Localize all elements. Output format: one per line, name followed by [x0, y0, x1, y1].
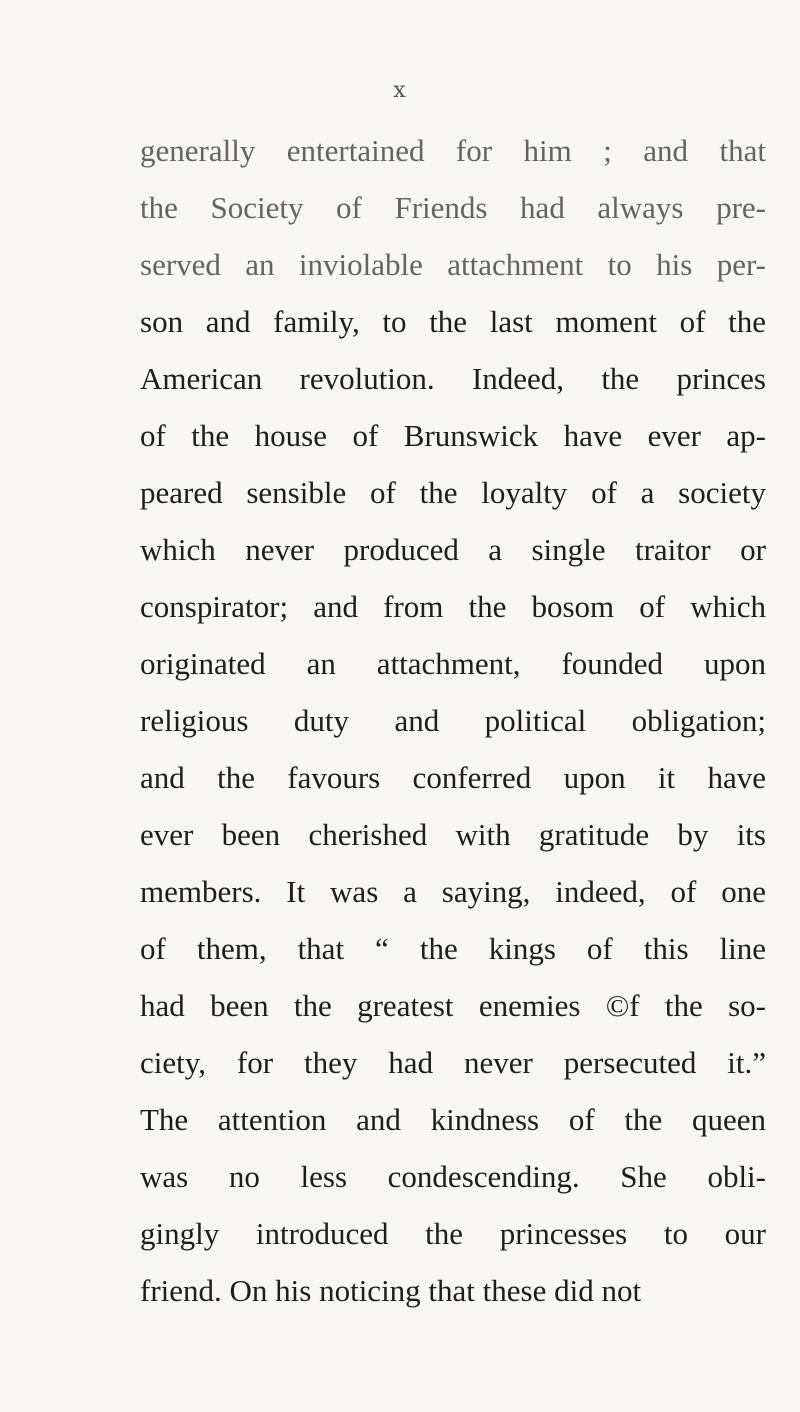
text-line: had been the greatest enemies ©f the so-: [140, 988, 766, 1023]
text-line: originated an attachment, founded upon: [140, 646, 766, 681]
text-line: American revolution. Indeed, the princes: [140, 361, 766, 396]
text-line: The attention and kindness of the queen: [140, 1102, 766, 1137]
text-line: ever been cherished with gratitude by its: [140, 817, 766, 852]
text-line: son and family, to the last moment of the: [140, 304, 766, 339]
page-number: x: [393, 78, 407, 103]
text-line: peared sensible of the loyalty of a society: [140, 475, 766, 510]
text-line: was no less condescending. She obli-: [140, 1159, 766, 1194]
text-line: of the house of Brunswick have ever ap-: [140, 418, 766, 453]
text-line: friend. On his noticing that these did not: [140, 1273, 642, 1308]
text-line: gingly introduced the princesses to our: [140, 1216, 766, 1251]
text-line: the Society of Friends had always pre-: [140, 190, 766, 225]
text-line: members. It was a saying, indeed, of one: [140, 874, 766, 909]
text-line: which never produced a single traitor or: [140, 532, 766, 567]
text-line: conspirator; and from the bosom of which: [140, 589, 766, 624]
text-line: religious duty and political obligation;: [140, 703, 766, 738]
body-text: [140, 122, 766, 1319]
text-line: of them, that “ the kings of this line: [140, 931, 766, 966]
text-line: generally entertained for him ; and that: [140, 133, 766, 168]
text-line: served an inviolable attachment to his per-: [140, 247, 766, 282]
text-line: ciety, for they had never persecuted it.”: [140, 1045, 766, 1080]
text-line: and the favours conferred upon it have: [140, 760, 766, 795]
